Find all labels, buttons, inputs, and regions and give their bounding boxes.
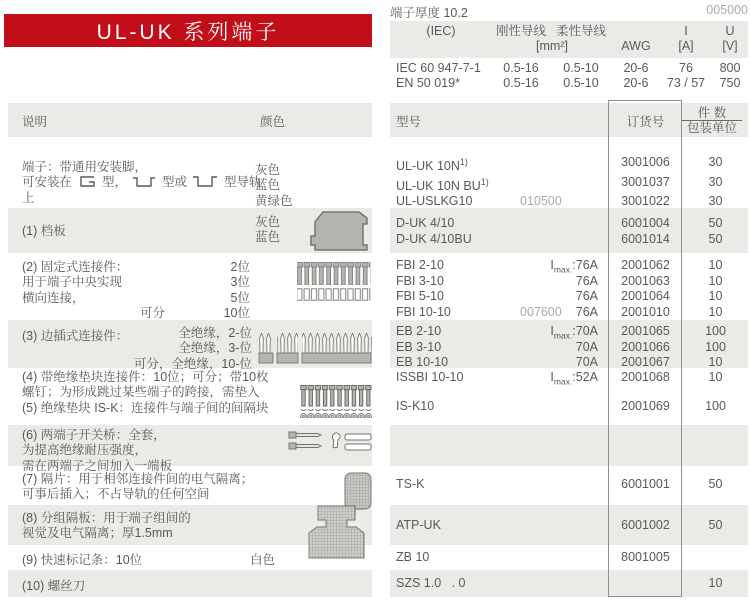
insulated-connector-screws-icon <box>300 385 372 418</box>
col-iec: (IEC) <box>426 24 456 38</box>
side-plug-connector-icon <box>258 333 372 364</box>
group-eb <box>390 320 748 368</box>
col-voltage: U <box>725 24 735 38</box>
rail-icon-2 <box>132 175 156 188</box>
table-row: UL-UK 10N BU$^{1)}$ 3001037 30 <box>396 174 723 193</box>
series-title-banner <box>4 14 372 47</box>
row-screwdriver: (10) 螺丝刀 <box>8 570 372 597</box>
spec-row-en: EN 50 019* 0.5-16 0.5-10 20-6 73 / 57 750 <box>396 75 741 90</box>
table-row: FBI 5-10 76A 2001064 10 <box>396 289 723 303</box>
end-plate-icon <box>306 209 372 253</box>
model-header: 型号 <box>396 115 422 129</box>
table-row: FBI 2-10 $I_{max.}:76A$ 2001062 10 <box>396 258 723 275</box>
table-row: ISSBI 10-10 $I_{max.}:52A$ 2001068 10 <box>396 370 723 387</box>
rail-icon-1 <box>78 175 97 188</box>
color-option: 灰色 <box>255 215 281 229</box>
image-ref: 010500 <box>520 194 562 209</box>
cross-connector-icon <box>296 262 372 302</box>
group-zb <box>390 545 748 570</box>
table-row: ATP-UK 6001002 50 <box>396 518 723 532</box>
terminal-thickness: 端子厚度 10.2 <box>390 6 468 20</box>
row-insulated-connector: (4) 带绝缘垫块连接件：10位；可分；带10枚 螺钉；为形成跳过某些端子的跨接，需垫入 (5) 绝缘垫块 IS-K：连接件与端子间的间隔块 <box>8 368 372 425</box>
color-header: 颜色 <box>260 115 286 129</box>
color-option: 黄绿色 <box>255 193 293 208</box>
spec-table-header <box>390 21 748 58</box>
row-separator-plate: (7) 隔片：用于相邻连接件间的电气隔离； 可事后插入；不占导轨的任何空间 <box>8 466 372 505</box>
spec-row-iec: IEC 60 947-7-1 0.5-16 0.5-10 20-6 76 800 <box>396 61 741 75</box>
col-flexible-wire: 柔性导线 <box>555 24 606 38</box>
row-side-plug-connector: (3) 边插式连接件： 全绝缘，2-位 全绝缘，3-位 可分，全绝缘，10-位 <box>8 320 372 368</box>
table-row: IS-K10 2001069 100 <box>396 398 726 413</box>
row-end-plate: (1) 档板 灰色 蓝色 <box>8 208 372 253</box>
table-row: D-UK 4/10 6001004 50 <box>396 216 723 230</box>
col-rigid-wire: 刚性导线 <box>495 24 546 38</box>
order-header: 订货号 <box>626 115 665 129</box>
table-row: UL-USLKG10 010500 3001022 30 <box>396 194 723 209</box>
group-fbi <box>390 253 748 320</box>
spec-table <box>390 3 748 90</box>
color-option: 蓝色 <box>255 178 281 193</box>
desc-header: 说明 <box>22 115 48 129</box>
table-row: D-UK 4/10BU 6001014 50 <box>396 231 723 246</box>
table-row: EB 10-10 70A 2001067 10 <box>396 355 723 369</box>
group-ul-uk <box>390 137 748 208</box>
partition-plate-icon <box>303 505 370 559</box>
table-row: FBI 3-10 76A 2001063 10 <box>396 273 723 288</box>
table-row: TS-K 6001001 50 <box>396 477 723 491</box>
right-header-row <box>390 103 748 137</box>
table-row: SZS 1.0 . 0 10 <box>396 576 723 590</box>
col-volt-unit: [V] <box>722 39 738 53</box>
table-row: EB 2-10 $I_{max.}:70A$ 2001065 100 <box>396 324 726 341</box>
rail-icon-3 <box>192 175 218 188</box>
col-awg: AWG <box>621 39 651 53</box>
row-switch-bridge: (6) 两端子开关桥：全套， 为提高绝缘耐压强度， 需在两端子之间加入一端板 <box>8 425 372 466</box>
switch-bridge-icon <box>288 430 372 454</box>
row-marking-strip: (9) 快速标记条：10位 白色 <box>8 545 372 570</box>
left-header-row <box>8 103 372 137</box>
col-current: I <box>684 24 688 38</box>
group-atp-uk <box>390 505 748 545</box>
group-issbi <box>390 368 748 425</box>
row-fixed-connector: (2) 固定式连接件： 用于端子中央实现 横向连接， 可分 2位 3位 5位 10位 <box>8 253 372 320</box>
table-row: ZB 10 8001005 <box>396 550 670 564</box>
row-terminal: 端子：带通用安装脚， 可安装在 型， 型或 型导轨上 灰色 蓝色 黄绿色 <box>22 160 293 208</box>
group-d-uk <box>390 208 748 253</box>
group-ts-k <box>390 466 748 505</box>
qty-header: 件 数 包装单位 <box>682 106 742 135</box>
col-mm2: [mm²] <box>536 39 568 53</box>
row-partition-plate: (8) 分组隔板：用于端子组间的 视觉及电气隔离；厚1.5mm <box>8 505 372 545</box>
table-row: UL-UK $10N^{1)}$ 3001006 30 <box>396 155 723 174</box>
table-row: EB 3-10 70A 2001066 100 <box>396 339 726 354</box>
color-option: 灰色 <box>255 163 281 177</box>
page-code: 005000 <box>706 3 748 17</box>
group-szs <box>390 570 748 597</box>
color-option: 蓝色 <box>255 230 281 245</box>
image-ref: 007600 <box>520 304 562 319</box>
table-row: FBI 10-10 007600 76A 2001010 10 <box>396 304 723 319</box>
page-title: UL-UK 系列端子 <box>96 20 280 44</box>
order-column <box>390 103 748 597</box>
color-option: 白色 <box>250 553 276 567</box>
col-amp-unit: [A] <box>678 39 694 53</box>
description-column <box>8 103 372 597</box>
group-empty <box>390 425 748 466</box>
